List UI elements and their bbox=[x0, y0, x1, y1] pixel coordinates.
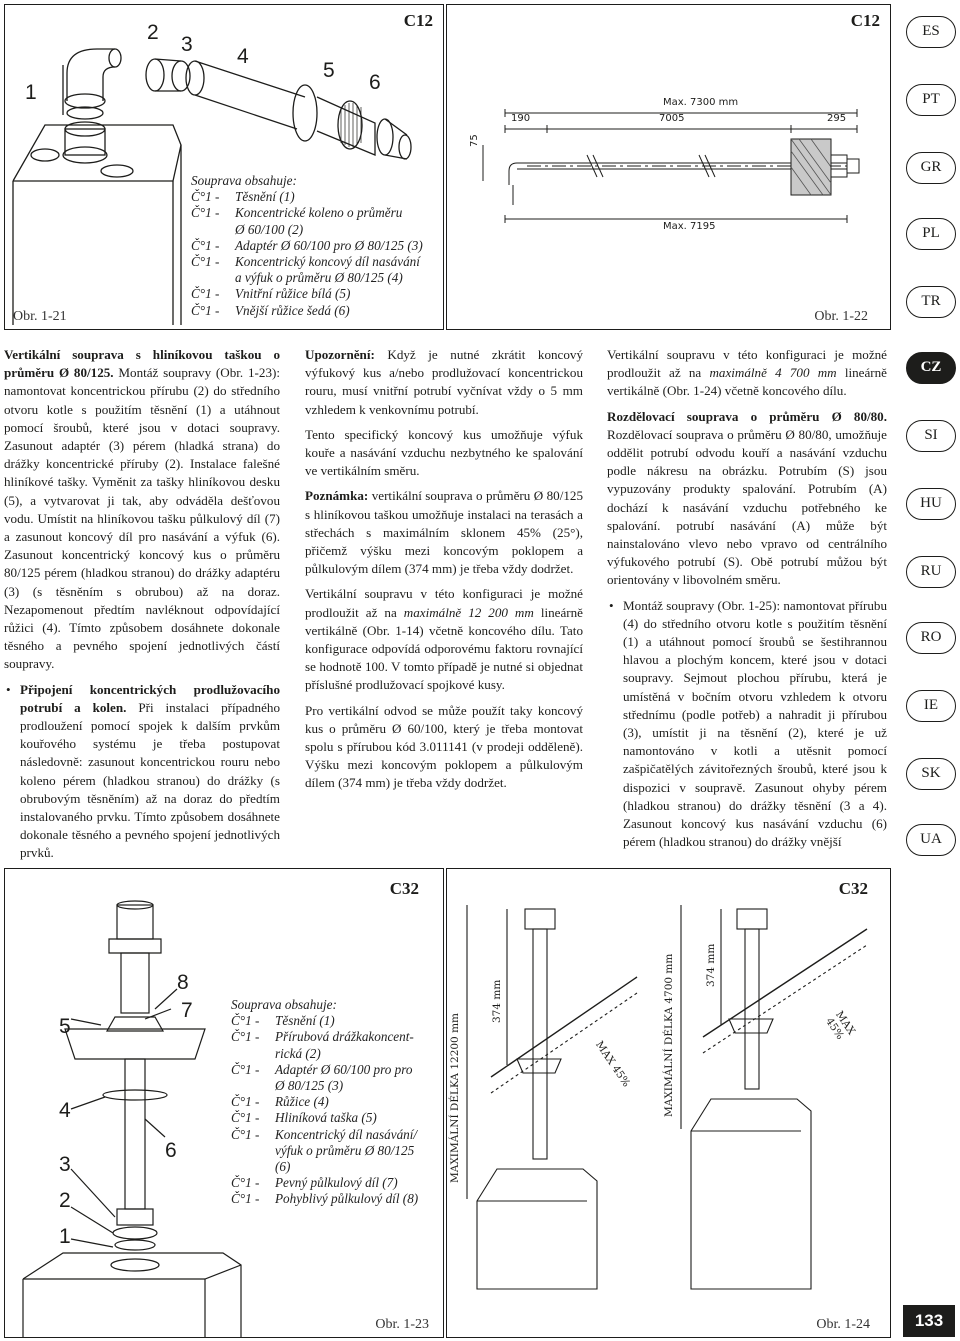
bullet-item: • Montáž soupravy (Obr. 1-25): namontovat přírubu (4) do středního otvoru kotle s použitím těsnění (1) a utáhnout pomocí šroubů se šestihrannou hlavou a plochým koncem, které jsou v dotaci soupravy. Sejmout plochou přírubu, která je umístěná v bočním otvoru vzhledem k otvoru střednímu (podle potřeb) a nahradit ji přírubou (3), umístit ji na těsnění (2), které je už namontováno v kotli a utěsnit pomocí zašpičatělých závitořezných šroubů, které jsou k dispozici v soupravě. Zasunout ohyby pérem (hladkou stranou) do drážky těsnění (3 a 4). Zasunout koncový kus nasávání vzduchu (6) pérem (hladkou stranou) do drážky vnější bbox=[607, 597, 887, 852]
part-number-7: 7 bbox=[181, 999, 193, 1022]
lang-tab-cz[interactable]: CZ bbox=[906, 352, 956, 384]
lang-tab-hu[interactable]: HU bbox=[906, 488, 956, 520]
part-number-4: 4 bbox=[59, 1099, 71, 1122]
kit-contents-list bbox=[191, 173, 441, 319]
kit-item: Ø 80/125 (3) bbox=[275, 1078, 344, 1094]
dim-190: 190 bbox=[511, 113, 531, 124]
kit-item: Č°1 - Adaptér Ø 60/100 pro Ø 80/125 (3) bbox=[191, 237, 423, 253]
kit-contents-title: Souprava obsahuje: bbox=[191, 173, 297, 188]
kit-item: výfuk o průměru Ø 80/125 bbox=[275, 1142, 415, 1158]
kit-item: Č°1 - Pevný půlkulový díl (7) bbox=[231, 1175, 398, 1191]
figure-1-24 bbox=[446, 868, 891, 1338]
paragraph: Tento specifický koncový kus umožňuje výfuk kouře a nasávání vzduchu nezbytného ke spalování ve vertikálním směru. bbox=[305, 426, 583, 479]
section-label-c32: C32 bbox=[389, 879, 419, 898]
lang-tab-ru[interactable]: RU bbox=[906, 556, 956, 588]
lang-tab-pt[interactable]: PT bbox=[906, 84, 956, 116]
kit-item: a výfuk o průměru Ø 80/125 (4) bbox=[235, 270, 403, 286]
dim-angle-left: MAX 45% bbox=[593, 1039, 633, 1090]
page-number: 133 bbox=[903, 1305, 955, 1337]
text-column-1 bbox=[4, 346, 280, 870]
text-column-2 bbox=[305, 346, 583, 800]
kit-item: Č°1 - Adaptér Ø 60/100 pro pro bbox=[231, 1061, 413, 1077]
kit-item: Č°1 - Hliníková taška (5) bbox=[231, 1110, 377, 1126]
dim-374-right: 374 mm bbox=[705, 943, 717, 987]
part-number-4: 4 bbox=[237, 45, 249, 68]
kit-item: (6) bbox=[275, 1159, 291, 1175]
lang-tab-gr[interactable]: GR bbox=[906, 152, 956, 184]
bullet-item: • Připojení koncentrických prodlužovacího potrubí a kolen. Při instalaci případného prodloužení pomocí spojek k dalším prvkům kouřového systému je třeba postupovat následovně: zasunout koncentrickou rouru nebo koleno pérem (hladkou stranou) do drážky (s obrubovým těsněním) až na doraz do předtím instalovaného prvku. Tímto způsobem dosáhnete dokonale těsného a pevného spojení jednotlivých prvků. bbox=[4, 681, 280, 863]
paragraph: Pro vertikální odvod se může použít taky koncový kus o průměru Ø 60/100, který je třeba montovat spolu s přírubou kód 3.011141 (v prodeji odděleně). Výšku mezi koncovým poklopem a půlkulovým dílem (374 mm) je třeba vždy dodržet. bbox=[305, 702, 583, 791]
text-column-3 bbox=[607, 346, 887, 858]
lang-tab-sk[interactable]: SK bbox=[906, 758, 956, 790]
dim-max-7195: Max. 7195 bbox=[663, 221, 716, 232]
part-number-1: 1 bbox=[59, 1225, 71, 1248]
lang-tab-tr[interactable]: TR bbox=[906, 286, 956, 318]
part-number-3: 3 bbox=[181, 33, 193, 56]
part-number-5: 5 bbox=[323, 59, 335, 82]
section-label-c32: C32 bbox=[838, 879, 868, 898]
dim-374-left: 374 mm bbox=[491, 979, 503, 1023]
lang-tab-si[interactable]: SI bbox=[906, 420, 956, 452]
kit-item: Č°1 - Vnitřní růžice bílá (5) bbox=[191, 286, 351, 302]
kit-item: rická (2) bbox=[275, 1045, 321, 1061]
section-label-c12: C12 bbox=[850, 11, 880, 30]
figure-label: Obr. 1-21 bbox=[13, 309, 67, 324]
paragraph: Upozornění: Když je nutné zkrátit koncový výfukový kus a/nebo prodlužovací koncentrickou rouru, musí vnitřní potrubí vyčnívat vždy o 5 mm vzhledem k venkovnímu potrubí. bbox=[305, 347, 583, 417]
paragraph: Rozdělovací souprava o průměru Ø 80/80. Rozdělovací souprava o průměru Ø 80/80, umožňuje oddělit potrubí odvodu kouří a nasávání vzduchu podle nákresu na obrázku. Potrubím (S) jsou vypuzovány produkty spalování. Potrubím (A) dochází k nasávání vzduchu potřebného ke spalování. potrubí nasávání (A) může být nainstalováno vlevo nebo vpravo od centrálního výfukového potrubí (S). Obě potrubí můžou být orientovány v libovolném směru. bbox=[607, 408, 887, 588]
lang-tab-ua[interactable]: UA bbox=[906, 824, 956, 856]
part-number-8: 8 bbox=[177, 971, 189, 994]
dim-max-length-right: MAXIMÁLNÍ DÉLKA 4700 mm bbox=[663, 953, 675, 1117]
paragraph: Poznámka: vertikální souprava o průměru Ø 80/125 s hliníkovou taškou umožňuje instalaci na terasách a střechách s maximálním sklonem 45% (25°), přičemž výšku mezi koncovým poklopem a půlkulovým dílem (374 mm) je třeba vždy dodržet. bbox=[305, 488, 583, 577]
kit-item: Č°1 - Přírubová drážkakoncent- bbox=[231, 1029, 414, 1045]
part-number-2: 2 bbox=[147, 21, 159, 44]
kit-item: Č°1 - Růžice (4) bbox=[231, 1094, 329, 1110]
lang-tab-ie[interactable]: IE bbox=[906, 690, 956, 722]
dim-max-7300: Max. 7300 mm bbox=[663, 97, 739, 108]
part-number-1: 1 bbox=[25, 81, 37, 104]
figure-label: Obr. 1-22 bbox=[814, 309, 868, 324]
kit-contents-list bbox=[231, 997, 441, 1208]
section-label-c12: C12 bbox=[403, 11, 433, 30]
dim-295: 295 bbox=[827, 113, 847, 124]
kit-contents-title: Souprava obsahuje: bbox=[231, 997, 337, 1012]
dim-angle-right: MAX 45% bbox=[823, 1009, 858, 1042]
dim-75: 75 bbox=[469, 134, 480, 147]
kit-item: Č°1 - Těsnění (1) bbox=[191, 189, 295, 205]
kit-item: Č°1 - Koncentrický koncový díl nasávání bbox=[191, 254, 420, 270]
kit-item: Č°1 - Vnější růžice šedá (6) bbox=[191, 302, 350, 318]
lang-tab-es[interactable]: ES bbox=[906, 16, 956, 48]
horizontal-flue-dimensions-drawing bbox=[447, 5, 890, 329]
part-number-5: 5 bbox=[59, 1015, 71, 1038]
paragraph: Vertikální souprava s hliníkovou taškou o průměru Ø 80/125. Montáž soupravy (Obr. 1-23): namontovat koncentrickou přírubu (2) do středního otvoru kotle s použitím těsnění (1) a utáhnout pomocí šroubů, které jsou v dotaci soupravy. Zasunout adaptér (3) pérem (hladká strana) do drážky koncentrické příruby (2). Instalace falešné hliníkové tašky. Vyměnit za tašky hliníkovou desku (5), a vytvarovat ji tak, aby odváděla dešťovou vodu. Umístit na hliníkovou tašku půlkulový díl (7) a zasunout koncový díl pro nasávání a výfuk (6). Zasunout koncentrický koncový kus o průměru 80/125 pérem (hladkou stranou) do drážky adaptéru (3) (s těsněním s obrubou) až na doraz. Nezapomenout předtím navléknout odpovídající růžici (4). Tímto způsobem dosáhnete dokonale těsného a pevného spojení jednotlivých částí soupravy. bbox=[4, 347, 280, 672]
kit-item: Č°1 - Pohyblivý půlkulový díl (8) bbox=[231, 1191, 419, 1207]
part-number-3: 3 bbox=[59, 1153, 71, 1176]
part-number-6: 6 bbox=[165, 1139, 177, 1162]
figure-1-21 bbox=[4, 4, 444, 330]
lang-tab-ro[interactable]: RO bbox=[906, 622, 956, 654]
paragraph: Vertikální soupravu v této konfiguraci je možné prodloužit až na maximálně 4 700 mm lineárně vertikálně (Obr. 1-24) včetně koncového dílu. bbox=[607, 347, 887, 399]
kit-item: Č°1 - Těsnění (1) bbox=[231, 1013, 335, 1029]
kit-item: Č°1 - Koncentrické koleno o průměru bbox=[191, 205, 403, 221]
lang-tab-pl[interactable]: PL bbox=[906, 218, 956, 250]
dim-max-length-left: MAXIMÁLNÍ DÉLKA 12200 mm bbox=[449, 1013, 461, 1183]
figure-1-23 bbox=[4, 868, 444, 1338]
figure-1-22 bbox=[446, 4, 891, 330]
figure-label: Obr. 1-24 bbox=[816, 1317, 870, 1332]
kit-item: Ø 60/100 (2) bbox=[235, 221, 304, 237]
dim-7005: 7005 bbox=[659, 113, 685, 124]
figure-label: Obr. 1-23 bbox=[375, 1317, 429, 1332]
paragraph: Vertikální soupravu v této konfiguraci je možné prodloužit až na maximálně 12 200 mm lineárně vertikálně (Obr. 1-14) včetně koncového dílu. Tato konfigurace odpovídá odporovému faktoru rovnající se hodnotě 100. V tomto případě je nutné si objednat příslušné prodlužovací spojkové kusy. bbox=[305, 586, 583, 693]
part-number-6: 6 bbox=[369, 71, 381, 94]
kit-item: Č°1 - Koncentrický díl nasávání/ bbox=[231, 1126, 418, 1142]
part-number-2: 2 bbox=[59, 1189, 71, 1212]
